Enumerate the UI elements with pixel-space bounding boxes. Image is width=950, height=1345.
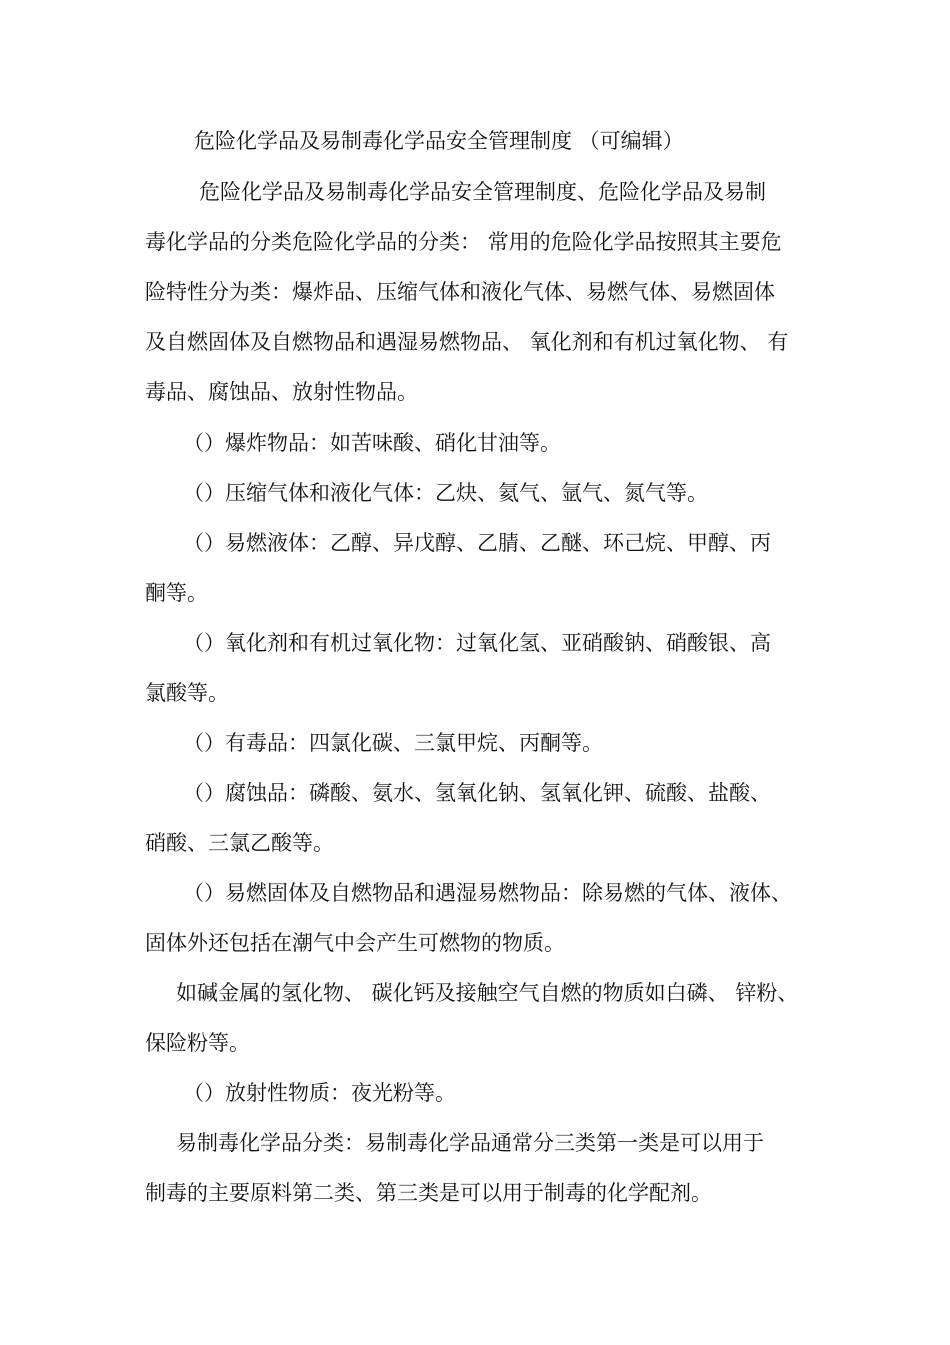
paragraph-line: 危险化学品及易制毒化学品安全管理制度、危险化学品及易制 [199, 180, 766, 204]
paragraph-line: 制毒的主要原料第二类、第三类是可以用于制毒的化学配剂。 [145, 1181, 712, 1205]
list-item-continuation: 硝酸、三氯乙酸等。 [145, 831, 334, 855]
list-item-continuation: 酮等。 [145, 581, 208, 605]
list-item: （）有毒品：四氯化碳、三氯甲烷、丙酮等。 [183, 731, 603, 755]
paragraph-line: 保险粉等。 [145, 1031, 250, 1055]
list-item: （）腐蚀品：磷酸、氨水、氢氧化钠、氢氧化钾、硫酸、盐酸、 [183, 781, 771, 805]
list-item: （）放射性物质：夜光粉等。 [183, 1081, 456, 1105]
paragraph-line: 如碱金属的氢化物、 碳化钙及接触空气自燃的物质如白磷、 锌粉、 [176, 981, 799, 1005]
list-item: （）爆炸物品：如苦味酸、硝化甘油等。 [183, 431, 561, 455]
paragraph-line: 易制毒化学品分类：易制毒化学品通常分三类第一类是可以用于 [176, 1131, 764, 1155]
paragraph-line: 及自燃固体及自燃物品和遇湿易燃物品、 氧化剂和有机过氧化物、 有 [145, 330, 789, 354]
list-item: （）氧化剂和有机过氧化物：过氧化氢、亚硝酸钠、硝酸银、高 [183, 631, 771, 655]
list-item-continuation: 固体外还包括在潮气中会产生可燃物的物质。 [145, 931, 565, 955]
paragraph-line: 毒品、腐蚀品、放射性物品。 [145, 380, 418, 404]
list-item: （）压缩气体和液化气体：乙炔、氦气、氩气、氮气等。 [183, 481, 708, 505]
paragraph-line: 险特性分为类：爆炸品、压缩气体和液化气体、易燃气体、易燃固体 [145, 280, 775, 304]
list-item: （）易燃液体：乙醇、异戊醇、乙腈、乙醚、环己烷、甲醇、丙 [183, 531, 771, 555]
document-title: 危险化学品及易制毒化学品安全管理制度 （可编辑） [194, 129, 684, 153]
list-item-continuation: 氯酸等。 [145, 681, 229, 705]
paragraph-line: 毒化学品的分类危险化学品的分类： 常用的危险化学品按照其主要危 [145, 230, 782, 254]
list-item: （）易燃固体及自燃物品和遇湿易燃物品：除易燃的气体、液体、 [183, 881, 792, 905]
